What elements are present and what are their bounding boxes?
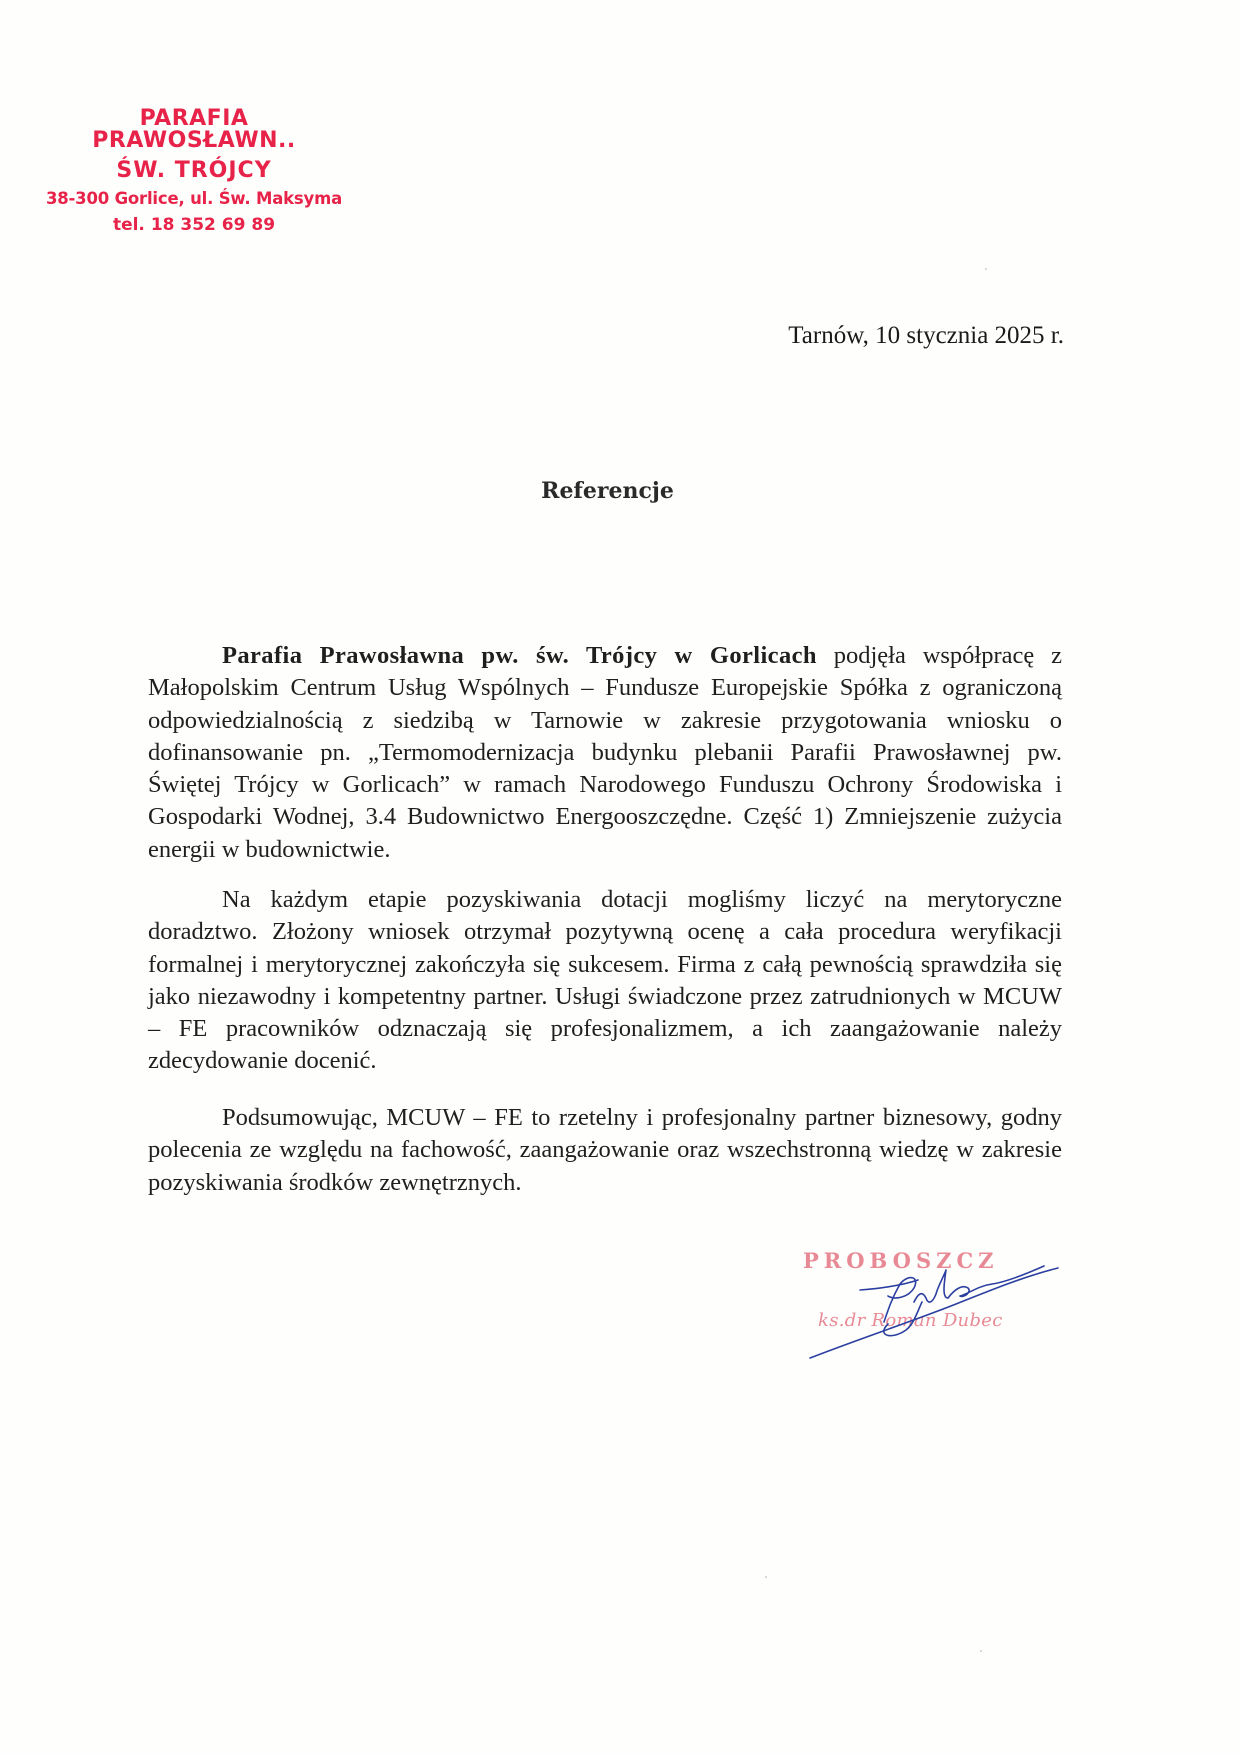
scan-speck (980, 1650, 982, 1652)
letter-date: Tarnów, 10 stycznia 2025 r. (788, 322, 1064, 349)
paragraph-1-text: podjęła współpracę z Małopolskim Centrum Usług Wspólnych – Fundusze Europejskie Spółka z ograniczoną odpowiedzialnością z siedzibą w Tarnowie w zakresie przygotowania wniosku o dofinansowanie pn. „Termomodernizacja budynku plebanii Parafii Prawosławnej pw. Świętej Trójcy w Gorlicach” w ramach Narodowego Funduszu Ochrony Środowiska i Gospodarki Wodnej, 3.4 Budownictwo Energooszczędne. Część 1) Zmniejszenie zużycia energii w budownictwie. (148, 642, 1062, 863)
stamp-phone: tel. 18 352 69 89 (112, 214, 276, 235)
stamp-address: 38-300 Gorlice, ul. Św. Maksyma (45, 189, 343, 208)
stamp-parish-name: PARAFIA PRAWOSŁAWN.. (92, 106, 296, 153)
signature-stamp-title: PROBOSZCZ (803, 1248, 999, 1273)
scan-speck (765, 1576, 767, 1578)
paragraph-2 (148, 884, 1062, 1078)
stamp-parish-subtitle: ŚW. TRÓJCY (116, 158, 272, 183)
paragraph-3 (148, 1102, 1062, 1199)
handwritten-signature-icon (796, 1240, 1066, 1370)
paragraph-2-text: Na każdym etapie pozyskiwania dotacji mogliśmy liczyć na merytoryczne doradztwo. Złożony wniosek otrzymał pozytywną ocenę a cała procedura weryfikacji formalnej i merytorycznej zakończyła się sukcesem. Firma z całą pewnością sprawdziła się jako niezawodny i kompetentny partner. Usługi świadczone przez zatrudnionych w MCUW – FE pracowników odznaczają się profesjonalizmem, a ich zaangażowanie należy zdecydowanie docenić. (148, 886, 1062, 1075)
parish-header-stamp (44, 108, 344, 234)
signature-stamp-name: ks.dr Roman Dubec (818, 1310, 1003, 1331)
scan-speck (985, 268, 987, 270)
paragraph-1 (148, 640, 1062, 866)
paragraph-3-text: Podsumowując, MCUW – FE to rzetelny i profesjonalny partner biznesowy, godny polecenia ze względu na fachowość, zaangażowanie oraz wszechstronną wiedzę w zakresie pozyskiwania środków zewnętrznych. (148, 1104, 1062, 1196)
signature-block (796, 1240, 1036, 1370)
document-title: Referencje (541, 478, 674, 504)
paragraph-1-bold-lead: Parafia Prawosławna pw. św. Trójcy w Gorlicach (222, 642, 817, 669)
